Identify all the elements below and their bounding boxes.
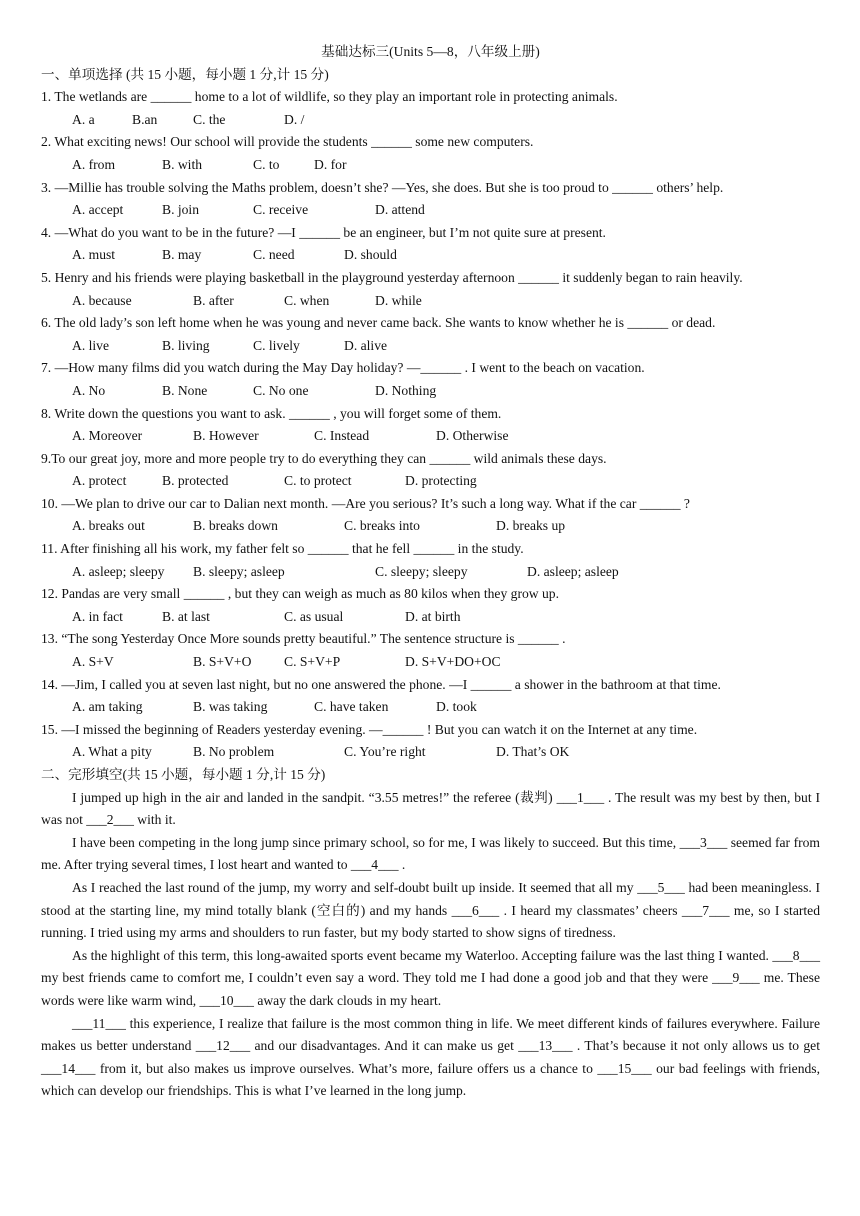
cloze-paragraph: As I reached the last round of the jump, my worry and self-doubt built up inside. It seemed that all my ___5___ had been meaningless. I stood at the starting line, my mind totally blank (空白的) and my hands ___6___ . I heard my classmates’ cheers ___7___ me, so I started running. I tried using my arms and shoulders to run faster, but my body started to show signs of tiredness. xyxy=(41,879,820,941)
option-b: B. may xyxy=(162,247,202,263)
option-a: A. Moreover xyxy=(72,428,143,444)
option-d: D. S+V+DO+OC xyxy=(405,654,501,670)
question-options xyxy=(41,425,820,448)
option-c: C. S+V+P xyxy=(284,654,341,670)
option-c: C. You’re right xyxy=(344,744,426,760)
option-d: D. / xyxy=(284,111,305,127)
option-a: A. protect xyxy=(72,473,127,489)
question-options xyxy=(41,290,820,313)
question-stem: 9.To our great joy, more and more people try to do everything they can ______ wild animals these days. xyxy=(41,450,607,466)
question-stem: 11. After finishing all his work, my father felt so ______ that he fell ______ in the study. xyxy=(41,541,524,557)
question-list xyxy=(41,86,820,764)
cloze-paragraph: I have been competing in the long jump since primary school, so for me, I was likely to succeed. But this time, ___3___ seemed far from me. After trying several times, I lost heart and wanted to ___4___ . xyxy=(41,834,820,873)
question-options xyxy=(41,154,820,177)
section-heading-cloze: 二、完形填空(共 15 小题，每小题 1 分,计 15 分) xyxy=(41,767,326,782)
option-c: C. as usual xyxy=(284,608,344,624)
option-b: B. No problem xyxy=(193,744,275,760)
question-stem: 15. —I missed the beginning of Readers yesterday evening. —______ ! But you can watch it on the Internet at any time. xyxy=(41,721,698,737)
question-options xyxy=(41,470,820,493)
option-d: D. for xyxy=(314,156,347,172)
option-b: B. None xyxy=(162,382,208,398)
option-b: B.an xyxy=(132,111,158,127)
option-a: A. breaks out xyxy=(72,518,145,534)
option-d: D. breaks up xyxy=(496,518,566,534)
option-a: A. a xyxy=(72,111,95,127)
option-d: D. attend xyxy=(375,202,425,218)
question-stem: 8. Write down the questions you want to ask. ______ , you will forget some of them. xyxy=(41,405,502,421)
question-stem: 6. The old lady’s son left home when he was young and never came back. She wants to know whether he is ______ or dead. xyxy=(41,315,716,331)
question-options xyxy=(41,380,820,403)
cloze-paragraph: ___11___ this experience, I realize that failure is the most common thing in life. We meet different kinds of failures everywhere. Failure makes us better understand ___12___ and our disadvantages. And it can make us get ___13___ . That’s because it not only allows us to get ___14___ from it, but also makes us improve ourselves. What’s more, failure offers us a chance to ___15___ our bad feelings with friends, which can develop our friendships. This is what I’ve learned in the long jump. xyxy=(41,1015,820,1099)
question-options xyxy=(41,696,820,719)
option-a: A. live xyxy=(72,337,109,353)
option-d: D. Otherwise xyxy=(436,428,509,444)
question-stem: 2. What exciting news! Our school will provide the students ______ some new computers. xyxy=(41,134,534,150)
option-c: C. sleepy; sleepy xyxy=(375,563,468,579)
option-c: C. No one xyxy=(253,382,309,398)
option-c: C. have taken xyxy=(314,699,389,715)
cloze-passage xyxy=(41,787,820,1103)
option-d: D. asleep; asleep xyxy=(527,563,619,579)
question-options xyxy=(41,335,820,358)
option-b: B. was taking xyxy=(193,699,268,715)
option-c: C. receive xyxy=(253,202,309,218)
option-d: D. alive xyxy=(344,337,388,353)
option-b: B. However xyxy=(193,428,259,444)
cloze-paragraph: As the highlight of this term, this long-awaited sports event became my Waterloo. Accepting failure was the last thing I wanted. ___8___ my best friends came to comfort me, I couldn’t even say a word. They told me I had done a good job and that they were ___9___ me. These words were like warm wind, ___10___ away the dark clouds in my heart. xyxy=(41,947,820,1008)
option-a: A. because xyxy=(72,292,132,308)
option-a: A. asleep; sleepy xyxy=(72,563,165,579)
question-options xyxy=(41,606,820,629)
question-options xyxy=(41,244,820,267)
option-a: A. No xyxy=(72,382,106,398)
option-b: B. at last xyxy=(162,608,210,624)
option-c: C. lively xyxy=(253,337,300,353)
option-b: B. after xyxy=(193,292,234,308)
option-d: D. protecting xyxy=(405,473,477,489)
section-heading-multiple-choice: 一、单项选择 (共 15 小题，每小题 1 分,计 15 分) xyxy=(41,66,329,82)
question-stem: 1. The wetlands are ______ home to a lot of wildlife, so they play an important role in protecting animals. xyxy=(41,89,618,105)
question-options xyxy=(41,561,820,584)
option-b: B. living xyxy=(162,337,210,353)
option-d: D. Nothing xyxy=(375,382,437,398)
question-stem: 12. Pandas are very small ______ , but they can weigh as much as 80 kilos when they grow up. xyxy=(41,586,559,602)
question-stem: 10. —We plan to drive our car to Dalian next month. —Are you serious? It’s such a long way. What if the car ______ ? xyxy=(41,495,690,511)
question-stem: 14. —Jim, I called you at seven last night, but no one answered the phone. —I ______ a shower in the bathroom at that time. xyxy=(41,676,721,692)
option-d: D. while xyxy=(375,292,422,308)
option-d: D. That’s OK xyxy=(496,744,570,760)
option-a: A. in fact xyxy=(72,608,123,624)
option-b: B. S+V+O xyxy=(193,654,252,670)
option-c: C. when xyxy=(284,292,330,308)
question-stem: 3. —Millie has trouble solving the Maths problem, doesn’t she? —Yes, she does. But she is too proud to ______ others’ help. xyxy=(41,179,724,195)
question-options xyxy=(41,199,820,222)
question-options xyxy=(41,109,820,132)
option-c: C. need xyxy=(253,247,295,263)
option-b: B. with xyxy=(162,156,203,172)
option-d: D. at birth xyxy=(405,608,461,624)
option-d: D. took xyxy=(436,699,477,715)
option-d: D. should xyxy=(344,247,397,263)
option-a: A. must xyxy=(72,247,116,263)
option-a: A. What a pity xyxy=(72,744,152,760)
question-options xyxy=(41,741,820,764)
question-options xyxy=(41,651,820,674)
option-a: A. accept xyxy=(72,202,124,218)
question-stem: 4. —What do you want to be in the future? —I ______ be an engineer, but I’m not quite sure at present. xyxy=(41,224,606,240)
question-stem: 5. Henry and his friends were playing basketball in the playground yesterday afternoon ______ it suddenly began to rain heavily. xyxy=(41,269,743,285)
question-options xyxy=(41,515,820,538)
option-c: C. to protect xyxy=(284,473,352,489)
option-b: B. breaks down xyxy=(193,518,278,534)
option-c: C. breaks into xyxy=(344,518,420,534)
option-a: A. am taking xyxy=(72,699,143,715)
option-c: C. to xyxy=(253,156,280,172)
cloze-paragraph: I jumped up high in the air and landed in the sandpit. “3.55 metres!” the referee (裁判) ___1___ . The result was my best by then, but I was not ___2___ with it. xyxy=(41,789,820,828)
option-a: A. S+V xyxy=(72,654,114,670)
question-stem: 13. “The song Yesterday Once More sounds pretty beautiful.” The sentence structure is ______ . xyxy=(41,631,566,647)
option-b: B. join xyxy=(162,202,200,218)
page-title: 基础达标三(Units 5—8，八年级上册) xyxy=(321,44,540,59)
option-c: C. the xyxy=(193,111,226,127)
question-stem: 7. —How many films did you watch during the May Day holiday? —______ . I went to the beach on vacation. xyxy=(41,360,645,376)
option-b: B. protected xyxy=(162,473,229,489)
option-a: A. from xyxy=(72,156,116,172)
option-c: C. Instead xyxy=(314,428,370,444)
option-b: B. sleepy; asleep xyxy=(193,563,285,579)
